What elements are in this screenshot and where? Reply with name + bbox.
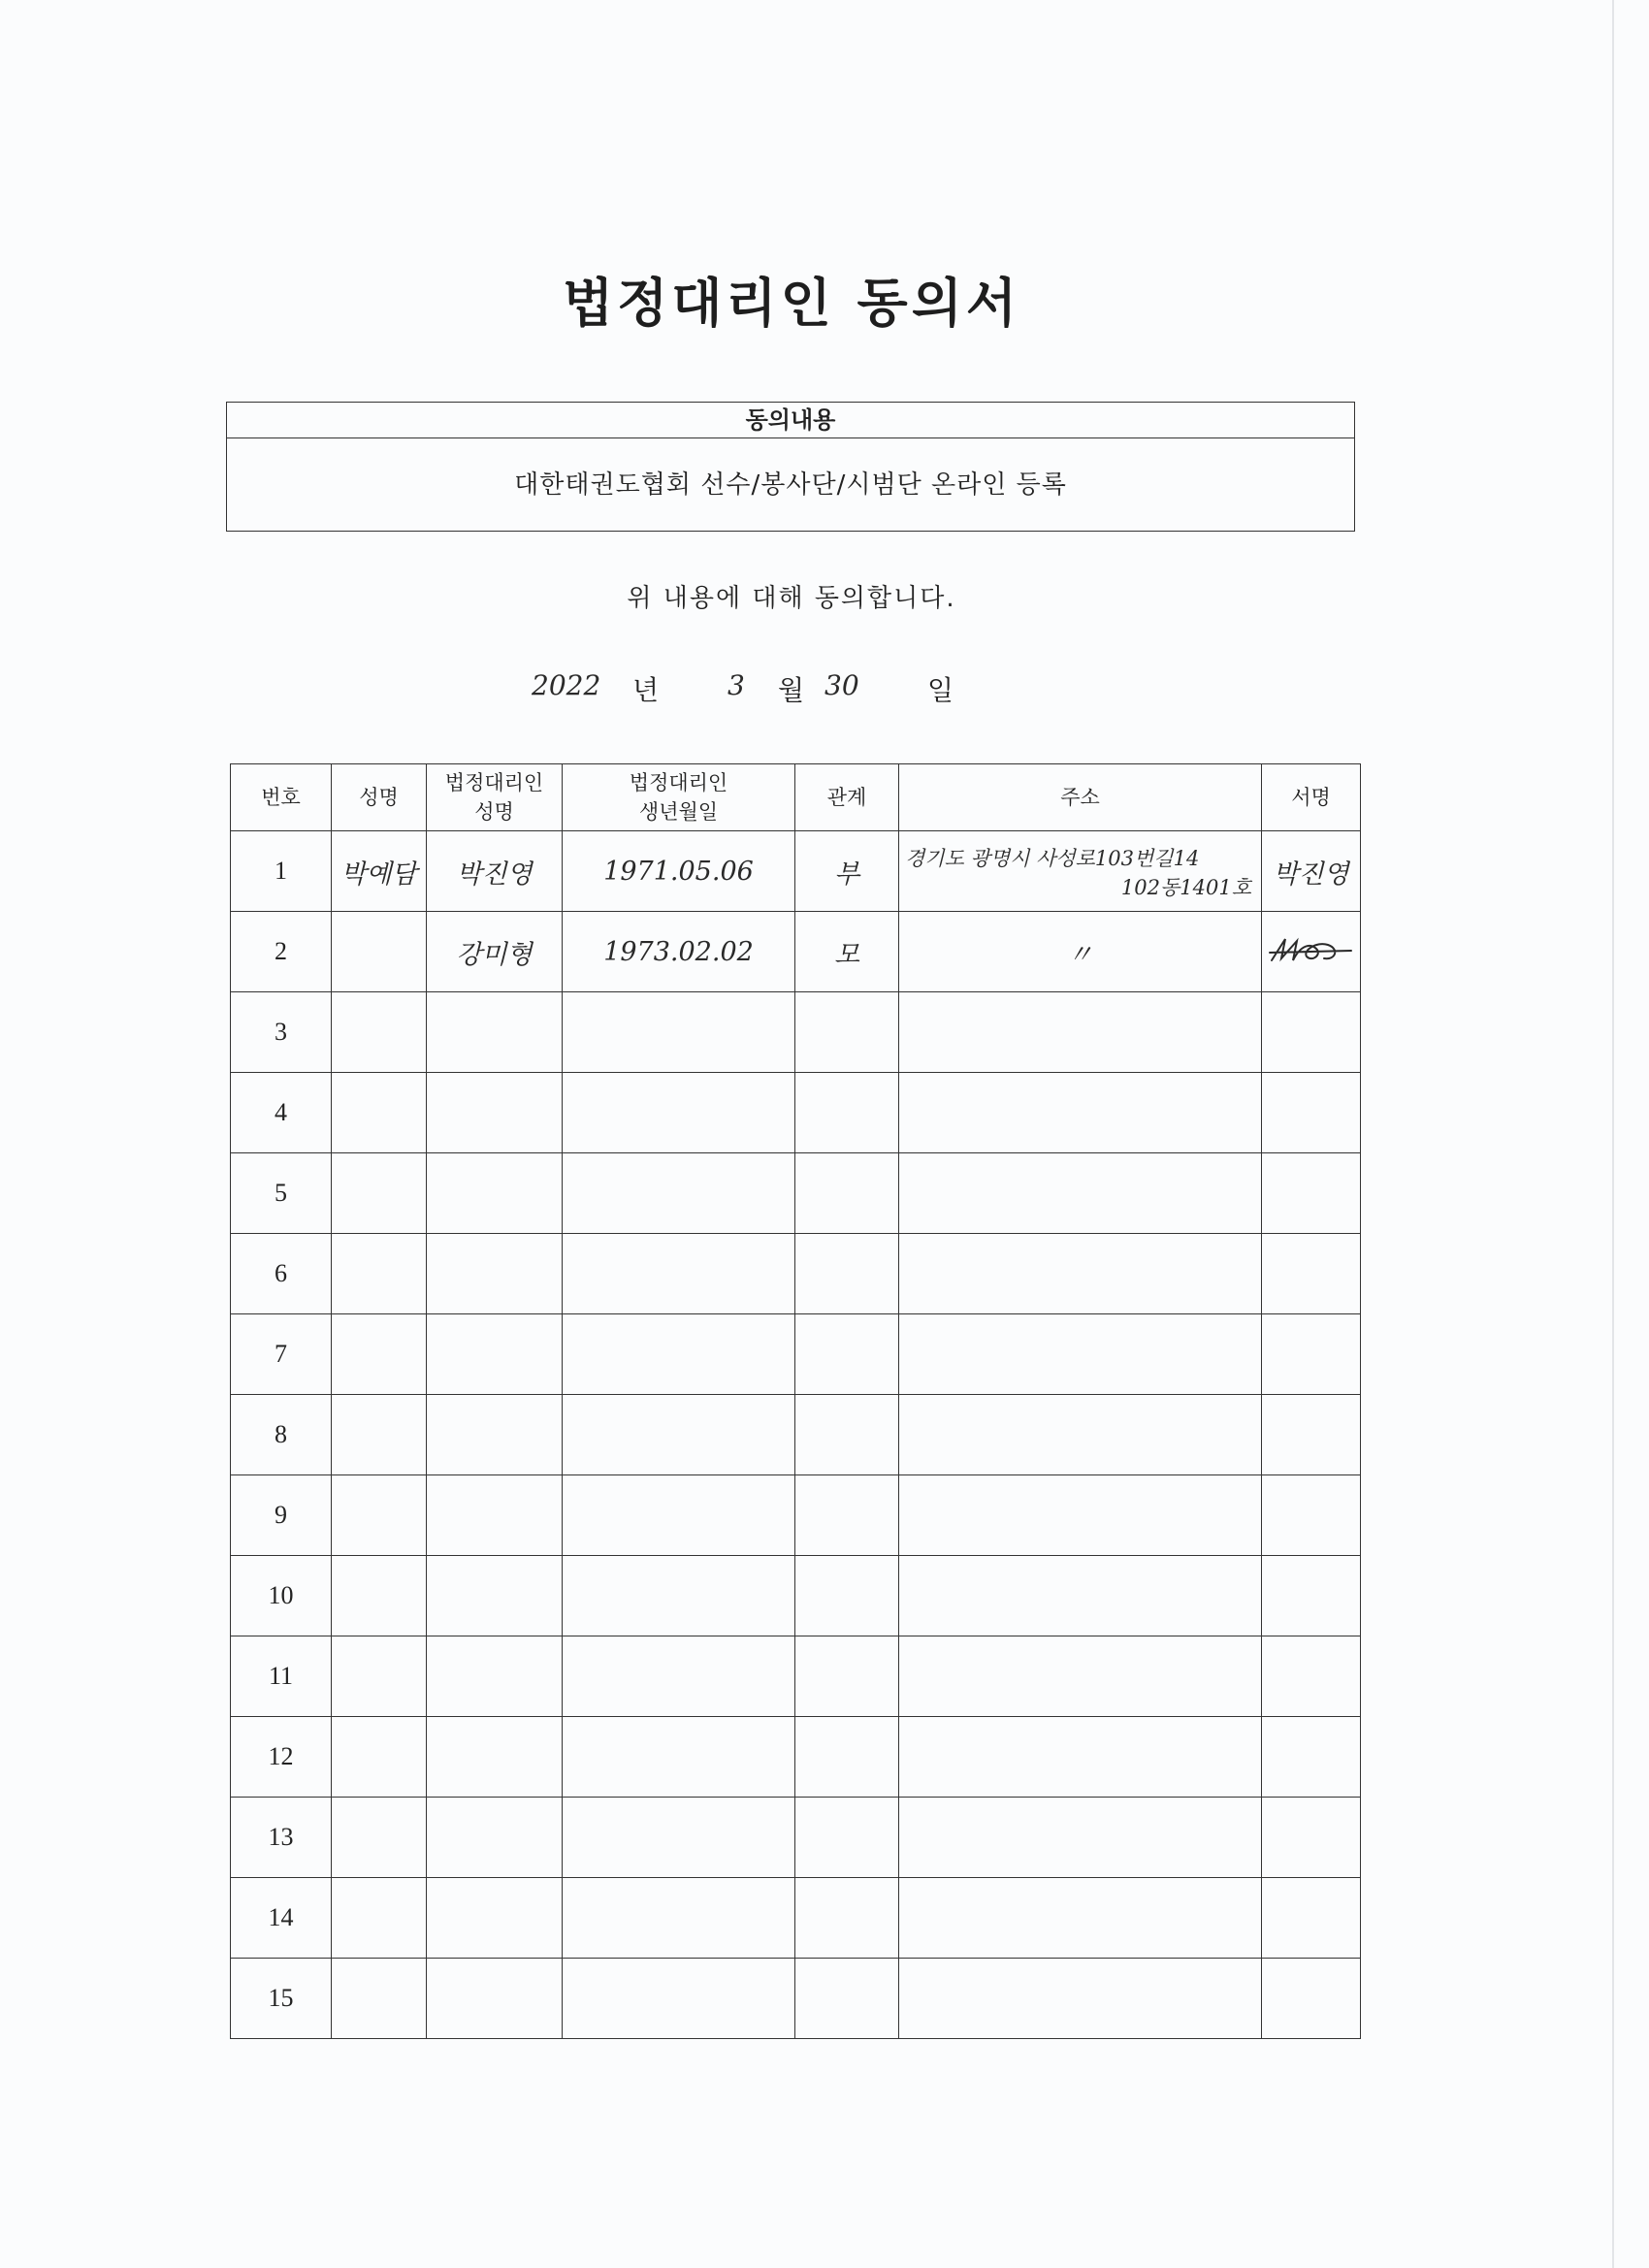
row-guardian bbox=[427, 992, 563, 1073]
date-year: 2022 bbox=[532, 669, 601, 701]
date-day-unit: 일 bbox=[927, 674, 954, 706]
row-relation bbox=[795, 1717, 899, 1798]
row-birth bbox=[563, 1475, 795, 1556]
row-number: 3 bbox=[231, 992, 332, 1073]
row-relation bbox=[795, 1475, 899, 1556]
row-address bbox=[899, 1475, 1262, 1556]
table-row bbox=[231, 1314, 1361, 1395]
row-name bbox=[332, 1636, 427, 1717]
header-guardian-birth-line2: 생년월일 bbox=[638, 800, 719, 824]
row-number: 12 bbox=[231, 1717, 332, 1798]
agreement-statement: 위 내용에 대해 동의합니다. bbox=[627, 584, 956, 613]
header-name: 성명 bbox=[332, 764, 427, 831]
row-signature bbox=[1262, 1475, 1361, 1556]
row-address bbox=[899, 1717, 1262, 1798]
row-relation bbox=[795, 1314, 899, 1395]
row-address bbox=[899, 1878, 1262, 1959]
row-name bbox=[332, 1153, 427, 1234]
row-address bbox=[899, 1959, 1262, 2039]
row-guardian bbox=[427, 1878, 563, 1959]
table-row bbox=[231, 1556, 1361, 1636]
row-address bbox=[899, 1395, 1262, 1475]
table-header-row bbox=[231, 764, 1361, 831]
row-relation bbox=[795, 992, 899, 1073]
header-signature: 서명 bbox=[1262, 764, 1361, 831]
row-signature bbox=[1262, 1073, 1361, 1153]
row-guardian bbox=[427, 1959, 563, 2039]
row-birth bbox=[563, 1636, 795, 1717]
date-year-unit: 년 bbox=[632, 674, 660, 706]
date-month: 3 bbox=[728, 669, 745, 701]
row-relation: 모 bbox=[795, 912, 899, 992]
row-guardian bbox=[427, 1395, 563, 1475]
row-guardian bbox=[427, 1314, 563, 1395]
row-guardian bbox=[427, 1798, 563, 1878]
header-number: 번호 bbox=[231, 764, 332, 831]
row-birth bbox=[563, 1798, 795, 1878]
row-birth: 1971.05.06 bbox=[563, 831, 795, 912]
row-signature bbox=[1262, 1153, 1361, 1234]
table-row bbox=[231, 1153, 1361, 1234]
table-row bbox=[231, 1475, 1361, 1556]
row-number: 10 bbox=[231, 1556, 332, 1636]
row-guardian bbox=[427, 1717, 563, 1798]
row-guardian: 강미형 bbox=[427, 912, 563, 992]
row-birth bbox=[563, 1234, 795, 1314]
row-name bbox=[332, 1234, 427, 1314]
table-row bbox=[231, 831, 1361, 912]
row-number: 1 bbox=[231, 831, 332, 912]
row-name bbox=[332, 1073, 427, 1153]
row-address bbox=[899, 1556, 1262, 1636]
date-month-unit: 월 bbox=[778, 674, 805, 706]
row-birth bbox=[563, 1153, 795, 1234]
table-row bbox=[231, 1878, 1361, 1959]
row-birth bbox=[563, 992, 795, 1073]
row-number: 14 bbox=[231, 1878, 332, 1959]
header-guardian-name-line2: 성명 bbox=[474, 800, 514, 824]
row-number: 7 bbox=[231, 1314, 332, 1395]
page-edge-divider bbox=[1612, 0, 1614, 2268]
row-number: 11 bbox=[231, 1636, 332, 1717]
row-birth: 1973.02.02 bbox=[563, 912, 795, 992]
row-signature bbox=[1262, 1395, 1361, 1475]
row-name bbox=[332, 1475, 427, 1556]
row-relation bbox=[795, 1959, 899, 2039]
row-guardian bbox=[427, 1234, 563, 1314]
row-address bbox=[899, 992, 1262, 1073]
row-signature bbox=[1262, 1636, 1361, 1717]
row-name bbox=[332, 1878, 427, 1959]
handwritten-signature bbox=[1268, 931, 1355, 966]
row-name bbox=[332, 1959, 427, 2039]
consent-box bbox=[226, 402, 1355, 532]
row-signature bbox=[1262, 992, 1361, 1073]
table-row bbox=[231, 1234, 1361, 1314]
row-name bbox=[332, 992, 427, 1073]
row-guardian bbox=[427, 1636, 563, 1717]
table-row bbox=[231, 912, 1361, 992]
row-birth bbox=[563, 1556, 795, 1636]
row-relation bbox=[795, 1395, 899, 1475]
header-address: 주소 bbox=[899, 764, 1262, 831]
table-row bbox=[231, 1959, 1361, 2039]
row-address bbox=[899, 831, 1262, 912]
row-guardian bbox=[427, 1073, 563, 1153]
row-signature bbox=[1262, 1234, 1361, 1314]
row-address bbox=[899, 1636, 1262, 1717]
row-address bbox=[899, 1073, 1262, 1153]
row-address bbox=[899, 1798, 1262, 1878]
row-address: 〃 bbox=[899, 912, 1262, 992]
row-birth bbox=[563, 1314, 795, 1395]
consent-header: 동의내용 bbox=[227, 403, 1354, 438]
header-guardian-name bbox=[427, 764, 563, 831]
row-birth bbox=[563, 1959, 795, 2039]
row-address bbox=[899, 1234, 1262, 1314]
row-birth bbox=[563, 1073, 795, 1153]
row-name bbox=[332, 1556, 427, 1636]
row-relation bbox=[795, 1234, 899, 1314]
row-signature: 박진영 bbox=[1262, 831, 1361, 912]
table-row bbox=[231, 1717, 1361, 1798]
table-row bbox=[231, 992, 1361, 1073]
row-number: 8 bbox=[231, 1395, 332, 1475]
row-signature bbox=[1262, 1556, 1361, 1636]
row-birth bbox=[563, 1878, 795, 1959]
row-number: 2 bbox=[231, 912, 332, 992]
row-relation bbox=[795, 1153, 899, 1234]
row-number: 15 bbox=[231, 1959, 332, 2039]
row-address bbox=[899, 1314, 1262, 1395]
row-guardian bbox=[427, 1475, 563, 1556]
table-row bbox=[231, 1636, 1361, 1717]
row-number: 6 bbox=[231, 1234, 332, 1314]
table-row bbox=[231, 1073, 1361, 1153]
row-signature bbox=[1262, 1314, 1361, 1395]
consent-content: 대한태권도협회 선수/봉사단/시범단 온라인 등록 bbox=[514, 470, 1067, 500]
row-number: 9 bbox=[231, 1475, 332, 1556]
row-relation bbox=[795, 1878, 899, 1959]
row-address bbox=[899, 1153, 1262, 1234]
row-name bbox=[332, 1395, 427, 1475]
header-relation: 관계 bbox=[795, 764, 899, 831]
row-birth bbox=[563, 1717, 795, 1798]
row-guardian: 박진영 bbox=[427, 831, 563, 912]
header-guardian-birth-line1: 법정대리인 bbox=[629, 771, 728, 794]
row-address-line1: 경기도 광명시 사성로103번길14 bbox=[905, 847, 1200, 870]
row-name bbox=[332, 1717, 427, 1798]
row-birth bbox=[563, 1395, 795, 1475]
row-relation bbox=[795, 1636, 899, 1717]
row-signature bbox=[1262, 1878, 1361, 1959]
row-signature bbox=[1262, 1717, 1361, 1798]
row-relation bbox=[795, 1798, 899, 1878]
row-name bbox=[332, 1314, 427, 1395]
row-signature bbox=[1262, 912, 1361, 992]
header-guardian-birth bbox=[563, 764, 795, 831]
row-name bbox=[332, 912, 427, 992]
row-signature bbox=[1262, 1959, 1361, 2039]
row-guardian bbox=[427, 1556, 563, 1636]
row-number: 5 bbox=[231, 1153, 332, 1234]
row-address-line2: 102동1401호 bbox=[1120, 876, 1251, 899]
date-day: 30 bbox=[824, 669, 859, 701]
table-row bbox=[231, 1395, 1361, 1475]
document-title: 법정대리인 동의서 bbox=[562, 273, 1021, 334]
date-line bbox=[0, 669, 1649, 708]
guardian-table bbox=[230, 763, 1361, 2039]
row-number: 4 bbox=[231, 1073, 332, 1153]
row-relation bbox=[795, 1073, 899, 1153]
row-signature bbox=[1262, 1798, 1361, 1878]
row-relation bbox=[795, 1556, 899, 1636]
header-guardian-name-line1: 법정대리인 bbox=[444, 771, 544, 794]
row-guardian bbox=[427, 1153, 563, 1234]
row-name: 박예담 bbox=[332, 831, 427, 912]
row-relation: 부 bbox=[795, 831, 899, 912]
row-number: 13 bbox=[231, 1798, 332, 1878]
table-row bbox=[231, 1798, 1361, 1878]
row-name bbox=[332, 1798, 427, 1878]
